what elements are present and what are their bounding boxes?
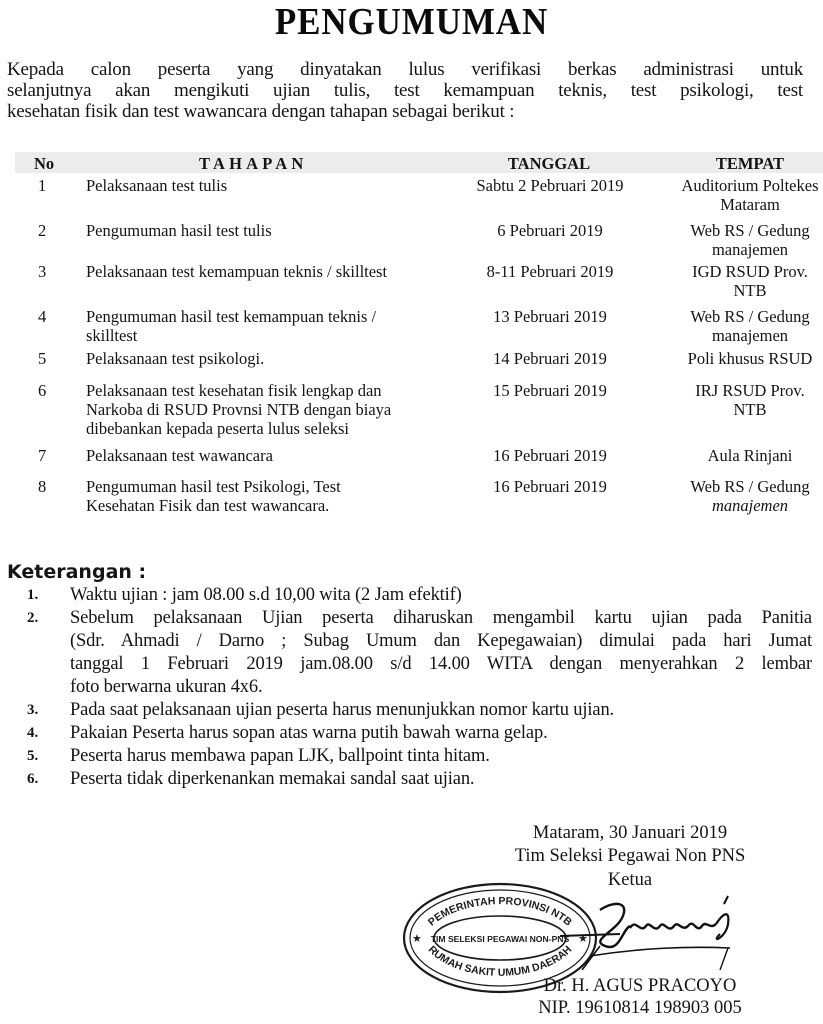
notes-item-number: 4. xyxy=(27,725,39,741)
cell-tempat xyxy=(665,221,823,259)
stamp-bottom-text: RUMAH SAKIT UMUM DAERAH xyxy=(425,943,575,979)
notes-item xyxy=(0,584,823,607)
cell-tempat xyxy=(665,176,823,214)
notes-line: Pakaian Peserta harus sopan atas warna putih bawah warna gelap. xyxy=(70,723,548,743)
cell-tanggal: 13 Pebruari 2019 xyxy=(493,307,607,326)
notes-item xyxy=(0,699,823,722)
notes-item-number: 5. xyxy=(27,748,39,764)
cell-no: 6 xyxy=(38,381,47,400)
cell-tanggal: 14 Pebruari 2019 xyxy=(493,349,607,368)
notes-item-number: 3. xyxy=(27,702,39,718)
cell-tahapan xyxy=(86,477,416,515)
cell-line: Pelaksanaan test wawancara xyxy=(86,446,273,465)
cell-tanggal: 16 Pebruari 2019 xyxy=(493,446,607,465)
cell-line: NTB xyxy=(733,400,767,419)
cell-tanggal: 6 Pebruari 2019 xyxy=(497,221,603,240)
notes-line: foto berwarna ukuran 4x6. xyxy=(70,677,263,697)
signatory-name: Dr. H. AGUS PRACOYO xyxy=(543,976,737,996)
cell-line: Web RS / Gedung xyxy=(690,221,810,240)
cell-tempat xyxy=(665,262,823,300)
cell-line: Kesehatan Fisik dan test wawancara. xyxy=(86,496,330,515)
cell-tempat xyxy=(665,446,823,465)
handwritten-signature xyxy=(560,890,760,970)
notes-line: Waktu ujian : jam 08.00 s.d 10,00 wita (2 Jam efektif) xyxy=(70,585,462,605)
signature-team: Tim Seleksi Pegawai Non PNS xyxy=(514,846,746,866)
cell-tahapan xyxy=(86,381,416,438)
cell-line: manajemen xyxy=(711,496,789,515)
cell-line: Web RS / Gedung xyxy=(690,477,810,496)
cell-line: Web RS / Gedung xyxy=(690,307,810,326)
cell-tahapan xyxy=(86,221,416,240)
intro-line: kesehatan fisik dan test wawancara dengan tahapan sebagai berikut : xyxy=(7,101,515,122)
cell-tempat xyxy=(665,349,823,368)
cell-line: Narkoba di RSUD Provnsi NTB dengan biaya xyxy=(86,400,392,419)
cell-tempat xyxy=(665,477,823,515)
notes-item xyxy=(0,722,823,745)
cell-no: 4 xyxy=(38,307,47,326)
notes-item-text xyxy=(70,768,812,791)
cell-line: dibebankan kepada peserta lulus seleksi xyxy=(86,419,349,438)
notes-line: (Sdr. Ahmadi / Darno ; Subag Umum dan Kepegawaian) dimulai pada hari Jumat xyxy=(70,631,812,651)
notes-item-number: 6. xyxy=(27,771,39,787)
cell-no: 1 xyxy=(38,176,47,195)
intro-line: selanjutnya akan mengikuti ujian tulis, test kemampuan teknis, test psikologi, test xyxy=(7,80,803,101)
cell-line: IGD RSUD Prov. xyxy=(692,262,808,281)
cell-tanggal: 15 Pebruari 2019 xyxy=(493,381,607,400)
cell-no: 8 xyxy=(38,477,47,496)
cell-tempat xyxy=(665,381,823,419)
stamp-center-text: TIM SELEKSI PEGAWAI NON-PNS xyxy=(430,934,570,944)
cell-tahapan xyxy=(86,262,416,281)
cell-line: Pelaksanaan test psikologi. xyxy=(86,349,265,368)
cell-tanggal: Sabtu 2 Pebruari 2019 xyxy=(476,176,624,195)
cell-line: Pelaksanaan test kesehatan fisik lengkap dan xyxy=(86,381,382,400)
notes-line: Peserta tidak diperkenankan memakai sandal saat ujian. xyxy=(70,769,475,789)
notes-item-number: 1. xyxy=(27,587,39,603)
notes-list xyxy=(0,584,823,791)
cell-line: Pengumuman hasil test tulis xyxy=(86,221,272,240)
signature-role: Ketua xyxy=(607,870,653,890)
column-header-tahapan: TAHAPAN xyxy=(199,154,308,173)
cell-tahapan xyxy=(86,446,416,465)
cell-tanggal: 8-11 Pebruari 2019 xyxy=(486,262,614,281)
notes-heading: Keterangan : xyxy=(7,561,147,583)
notes-line: Peserta harus membawa papan LJK, ballpoint tinta hitam. xyxy=(70,746,490,766)
notes-item-text xyxy=(70,722,812,745)
notes-item xyxy=(0,768,823,791)
star-icon: ★ xyxy=(578,933,588,945)
cell-no: 2 xyxy=(38,221,47,240)
cell-line: manajemen xyxy=(711,326,789,345)
notes-item xyxy=(0,607,823,699)
cell-line: Aula Rinjani xyxy=(707,446,793,465)
cell-line: Mataram xyxy=(720,195,780,214)
cell-tempat xyxy=(665,307,823,345)
notes-line: tanggal 1 Februari 2019 jam.08.00 s/d 14.00 WITA dengan menyerahkan 2 lembar xyxy=(70,654,812,674)
cell-line: NTB xyxy=(733,281,767,300)
cell-no: 5 xyxy=(38,349,47,368)
column-header-tempat: TEMPAT xyxy=(715,154,785,173)
notes-item-text xyxy=(70,607,812,699)
notes-line: Pada saat pelaksanaan ujian peserta harus menunjukkan nomor kartu ujian. xyxy=(70,700,615,720)
cell-line: Pelaksanaan test tulis xyxy=(86,176,228,195)
cell-line: Pengumuman hasil test kemampuan teknis / xyxy=(86,307,377,326)
stamp-top-text: PEMERINTAH PROVINSI NTB xyxy=(425,895,575,929)
notes-item-number: 2. xyxy=(27,610,39,626)
cell-no: 7 xyxy=(38,446,47,465)
cell-line: IRJ RSUD Prov. xyxy=(695,381,805,400)
cell-line: Pengumuman hasil test Psikologi, Test xyxy=(86,477,341,496)
cell-line: manajemen xyxy=(711,240,789,259)
cell-line: Auditorium Poltekes xyxy=(681,176,819,195)
notes-item-text xyxy=(70,584,812,607)
cell-line: Pelaksanaan test kemampuan teknis / skilltest xyxy=(86,262,388,281)
page-title: PENGUMUMAN xyxy=(274,1,549,43)
notes-item-text xyxy=(70,745,812,768)
signature-place-date: Mataram, 30 Januari 2019 xyxy=(532,823,728,843)
intro-line: Kepada calon peserta yang dinyatakan lulus verifikasi berkas administrasi untuk xyxy=(7,59,803,80)
notes-line: Sebelum pelaksanaan Ujian peserta diharuskan mengambil kartu ujian pada Panitia xyxy=(70,608,812,628)
column-header-tanggal: TANGGAL xyxy=(507,154,591,173)
cell-tahapan xyxy=(86,349,416,368)
cell-line: skilltest xyxy=(86,326,138,345)
notes-item-text xyxy=(70,699,812,722)
signatory-nip: NIP. 19610814 198903 005 xyxy=(538,998,742,1018)
intro-paragraph xyxy=(7,59,803,122)
notes-item xyxy=(0,745,823,768)
cell-line: Poli khusus RSUD xyxy=(687,349,813,368)
cell-tahapan xyxy=(86,176,416,195)
cell-tahapan xyxy=(86,307,416,345)
cell-no: 3 xyxy=(38,262,47,281)
cell-tanggal: 16 Pebruari 2019 xyxy=(493,477,607,496)
star-icon: ★ xyxy=(412,933,422,945)
column-header-no: No xyxy=(34,154,55,173)
